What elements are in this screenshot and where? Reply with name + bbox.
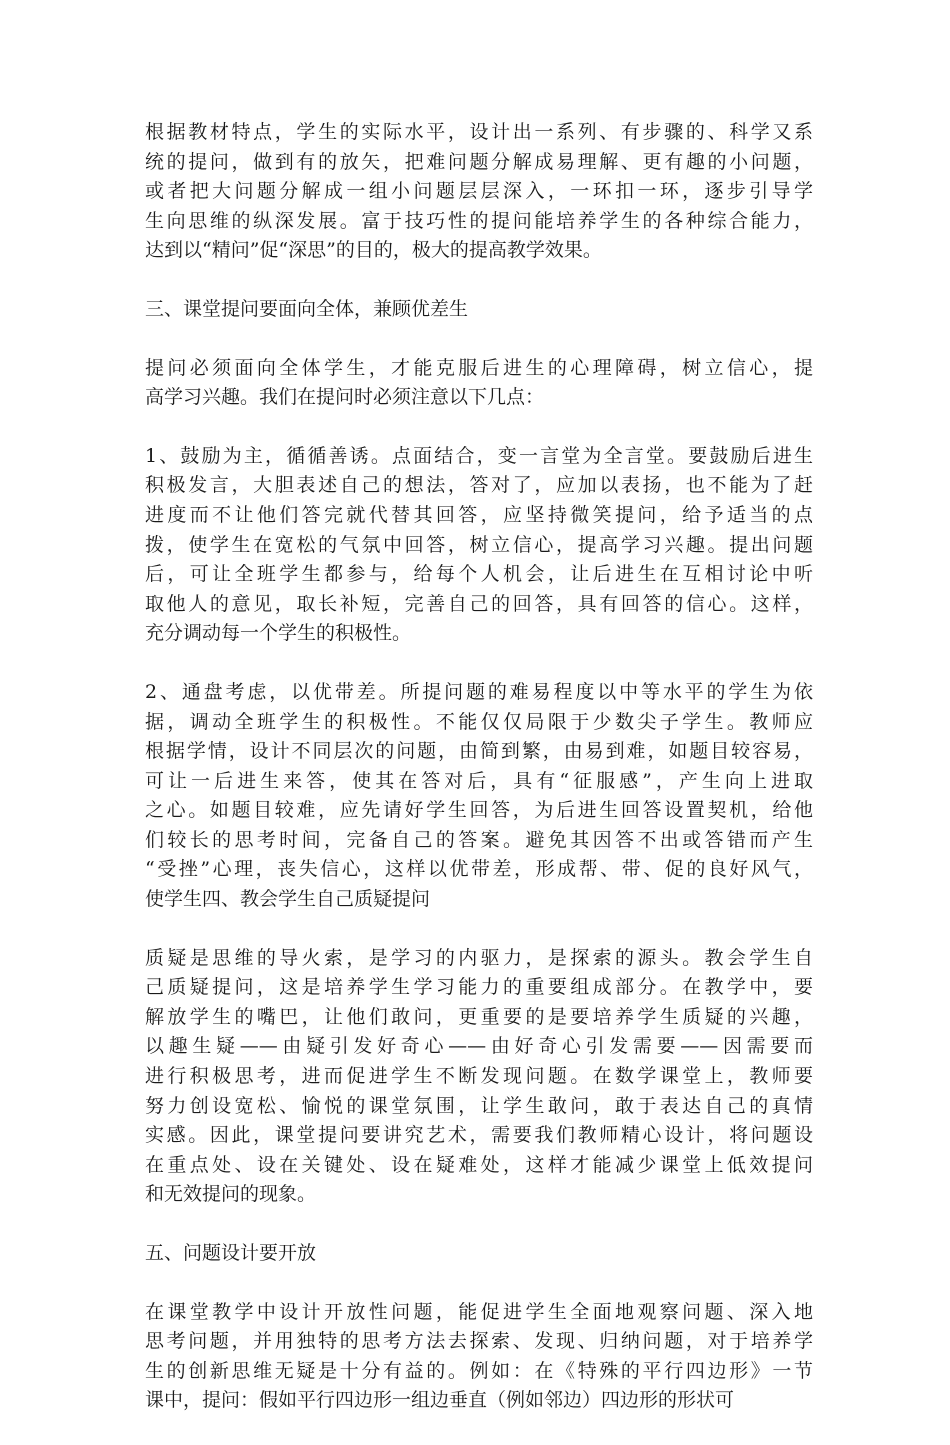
para-section-5 (145, 1298, 813, 1416)
text-line: 在课堂教学中设计开放性问题，能促进学生全面地观察问题、深入地 (145, 1300, 813, 1323)
text-line: 解放学生的嘴巴，让他们敢问，更重要的是要培养学生质疑的兴趣， (145, 1005, 813, 1028)
text-line: 2、通盘考虑，以优带差。所提问题的难易程度以中等水平的学生为依 (145, 680, 813, 703)
text-line: 思考问题，并用独特的思考方法去探索、发现、归纳问题，对于培养学 (145, 1330, 813, 1353)
text-line: 积极发言，大胆表述自己的想法，答对了，应加以表扬，也不能为了赶 (145, 474, 813, 497)
text-line: 根据学情，设计不同层次的问题，由简到繁，由易到难，如题目较容易， (145, 740, 813, 763)
para-point-2 (145, 678, 813, 915)
text-line: 课中，提问：假如平行四边形一组边垂直（例如邻边）四边形的形状可 (145, 1389, 735, 1412)
text-line: 根据教材特点，学生的实际水平，设计出一系列、有步骤的、科学又系 (145, 121, 813, 143)
text-line: 或者把大问题分解成一组小问题层层深入，一环扣一环，逐步引导学 (145, 180, 813, 203)
text-line: 后，可让全班学生都参与，给每个人机会，让后进生在互相讨论中听 (145, 563, 813, 586)
text-line: 之心。如题目较难，应先请好学生回答，为后进生回答设置契机，给他 (145, 799, 813, 822)
para-intro-continued (145, 118, 813, 266)
text-line: 以趣生疑——由疑引发好奇心——由好奇心引发需要——因需要而 (145, 1035, 813, 1058)
text-line: 统的提问，做到有的放矢，把难问题分解成易理解、更有趣的小问题， (145, 150, 813, 173)
text-line: 己质疑提问，这是培养学生学习能力的重要组成部分。在教学中，要 (145, 976, 813, 999)
text-line: 努力创设宽松、愉悦的课堂氛围，让学生敢问，敢于表达自己的真情 (145, 1094, 813, 1117)
para-point-1 (145, 442, 813, 649)
text-line: 1、鼓励为主，循循善诱。点面结合，变一言堂为全言堂。要鼓励后进生 (145, 444, 813, 467)
text-line: 们较长的思考时间，完备自己的答案。避免其因答不出或答错而产生 (145, 828, 813, 851)
text-line: 高学习兴趣。我们在提问时必须注意以下几点： (145, 386, 545, 409)
text-line: 五、问题设计要开放 (145, 1242, 317, 1264)
text-line: 使学生四、教会学生自己质疑提问 (145, 888, 431, 911)
text-line: 进度而不让他们答完就代替其回答，应坚持微笑提问，给予适当的点 (145, 503, 813, 526)
heading-section-5 (145, 1239, 813, 1269)
text-line: 据，调动全班学生的积极性。不能仅仅局限于少数尖子学生。教师应 (145, 710, 813, 733)
text-line: 进行积极思考，进而促进学生不断发现问题。在数学课堂上，教师要 (145, 1065, 813, 1088)
text-line: 生向思维的纵深发展。富于技巧性的提问能培养学生的各种综合能力， (145, 209, 813, 232)
text-line: 拨，使学生在宽松的气氛中回答，树立信心，提高学习兴趣。提出问题 (145, 533, 813, 556)
text-line: 提问必须面向全体学生，才能克服后进生的心理障碍，树立信心，提 (145, 356, 813, 379)
text-line: 生的创新思维无疑是十分有益的。例如：在《特殊的平行四边形》一节 (145, 1359, 813, 1382)
para-section-4 (145, 944, 813, 1210)
document-body (145, 118, 813, 1445)
text-line: “受挫”心理，丧失信心，这样以优带差，形成帮、带、促的良好风气， (145, 858, 813, 881)
text-line: 在重点处、设在关键处、设在疑难处，这样才能减少课堂上低效提问 (145, 1153, 813, 1176)
text-line: 达到以“精问”促“深思”的目的，极大的提高教学效果。 (145, 239, 602, 262)
text-line: 质疑是思维的导火索，是学习的内驱力，是探索的源头。教会学生自 (145, 946, 813, 969)
text-line: 三、课堂提问要面向全体，兼顾优差生 (145, 297, 469, 320)
text-line: 实感。因此，课堂提问要讲究艺术，需要我们教师精心设计，将问题设 (145, 1124, 813, 1147)
text-line: 和无效提问的现象。 (145, 1183, 317, 1206)
heading-section-3 (145, 295, 813, 325)
text-line: 取他人的意见，取长补短，完善自己的回答，具有回答的信心。这样， (145, 592, 813, 615)
text-line: 充分调动每一个学生的积极性。 (145, 622, 412, 645)
text-line: 可让一后进生来答，使其在答对后，具有“征服感”，产生向上进取 (145, 769, 813, 792)
para-section-3-intro (145, 354, 813, 413)
